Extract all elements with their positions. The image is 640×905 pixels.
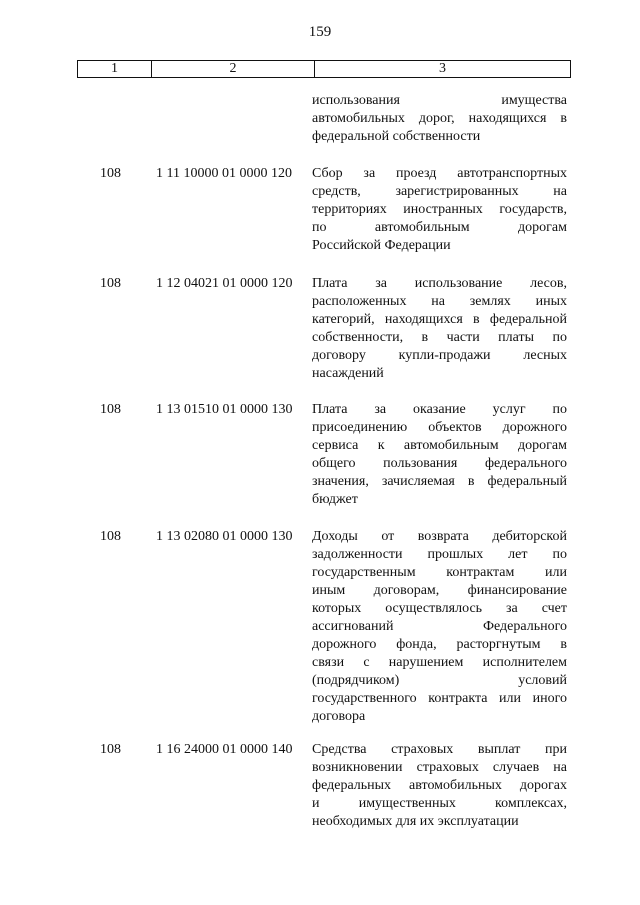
income-description — [312, 165, 567, 255]
kbk-code: 1 16 24000 01 0000 140 — [156, 742, 293, 757]
text-line: дорожного фонда, расторгнутым в — [312, 637, 567, 652]
admin-code: 108 — [100, 276, 121, 291]
text-line: собственности, в части платы по — [312, 330, 567, 345]
text-line: связи с нарушением исполнителем — [312, 655, 567, 670]
kbk-code: 1 11 10000 01 0000 120 — [156, 166, 292, 181]
continuation-text — [312, 92, 567, 146]
text-line: насаждений — [312, 366, 384, 381]
text-line: общего пользования федерального — [312, 456, 567, 471]
text-line: Российской Федерации — [312, 238, 451, 253]
text-line: по автомобильным дорогам — [312, 220, 567, 235]
text-line: ассигнований Федерального — [312, 619, 567, 634]
admin-code: 108 — [100, 742, 121, 757]
text-line: федеральных автомобильных дорогах — [312, 778, 567, 793]
income-description — [312, 741, 567, 831]
admin-code: 108 — [100, 402, 121, 417]
text-line: Плата за использование лесов, — [312, 276, 567, 291]
text-line: присоединению объектов дорожного — [312, 420, 567, 435]
column-header-2: 2 — [152, 61, 315, 77]
text-line: договора — [312, 709, 366, 724]
text-line: автомобильных дорог, находящихся в — [312, 111, 567, 126]
text-line: федеральной собственности — [312, 129, 481, 144]
column-header-3: 3 — [439, 61, 446, 76]
text-line: Средства страховых выплат при — [312, 742, 567, 757]
text-line: категорий, находящихся в федеральной — [312, 312, 567, 327]
text-line: иным договорам, финансирование — [312, 583, 567, 598]
kbk-code: 1 13 01510 01 0000 130 — [156, 402, 293, 417]
text-line: и имущественных комплексах, — [312, 796, 567, 811]
income-description — [312, 528, 567, 726]
text-line: бюджет — [312, 492, 358, 507]
admin-code: 108 — [100, 166, 121, 181]
text-line: возникновении страховых случаев на — [312, 760, 567, 775]
text-line: значения, зачисляемая в федеральный — [312, 474, 567, 489]
text-line: которых осуществлялось за счет — [312, 601, 567, 616]
kbk-code: 1 13 02080 01 0000 130 — [156, 529, 293, 544]
text-line: государственного контракта или иного — [312, 691, 567, 706]
text-line: Сбор за проезд автотранспортных — [312, 166, 567, 181]
income-description — [312, 401, 567, 509]
text-line: сервиса к автомобильным дорогам — [312, 438, 567, 453]
text-line: средств, зарегистрированных на — [312, 184, 567, 199]
text-line: территориях иностранных государств, — [312, 202, 567, 217]
kbk-code: 1 12 04021 01 0000 120 — [156, 276, 293, 291]
page-number: 159 — [308, 24, 332, 40]
text-line: Доходы от возврата дебиторской — [312, 529, 567, 544]
text-line: использования имущества — [312, 93, 567, 108]
text-line: задолженности прошлых лет по — [312, 547, 567, 562]
text-line: расположенных на землях иных — [312, 294, 567, 309]
income-description — [312, 275, 567, 383]
text-line: Плата за оказание услуг по — [312, 402, 567, 417]
column-header-1: 1 — [78, 61, 152, 77]
text-line: (подрядчиком) условий — [312, 673, 567, 688]
text-line: необходимых для их эксплуатации — [312, 814, 519, 829]
text-line: государственным контрактам или — [312, 565, 567, 580]
text-line: договору купли-продажи лесных — [312, 348, 567, 363]
admin-code: 108 — [100, 529, 121, 544]
column-header-row — [77, 60, 571, 78]
